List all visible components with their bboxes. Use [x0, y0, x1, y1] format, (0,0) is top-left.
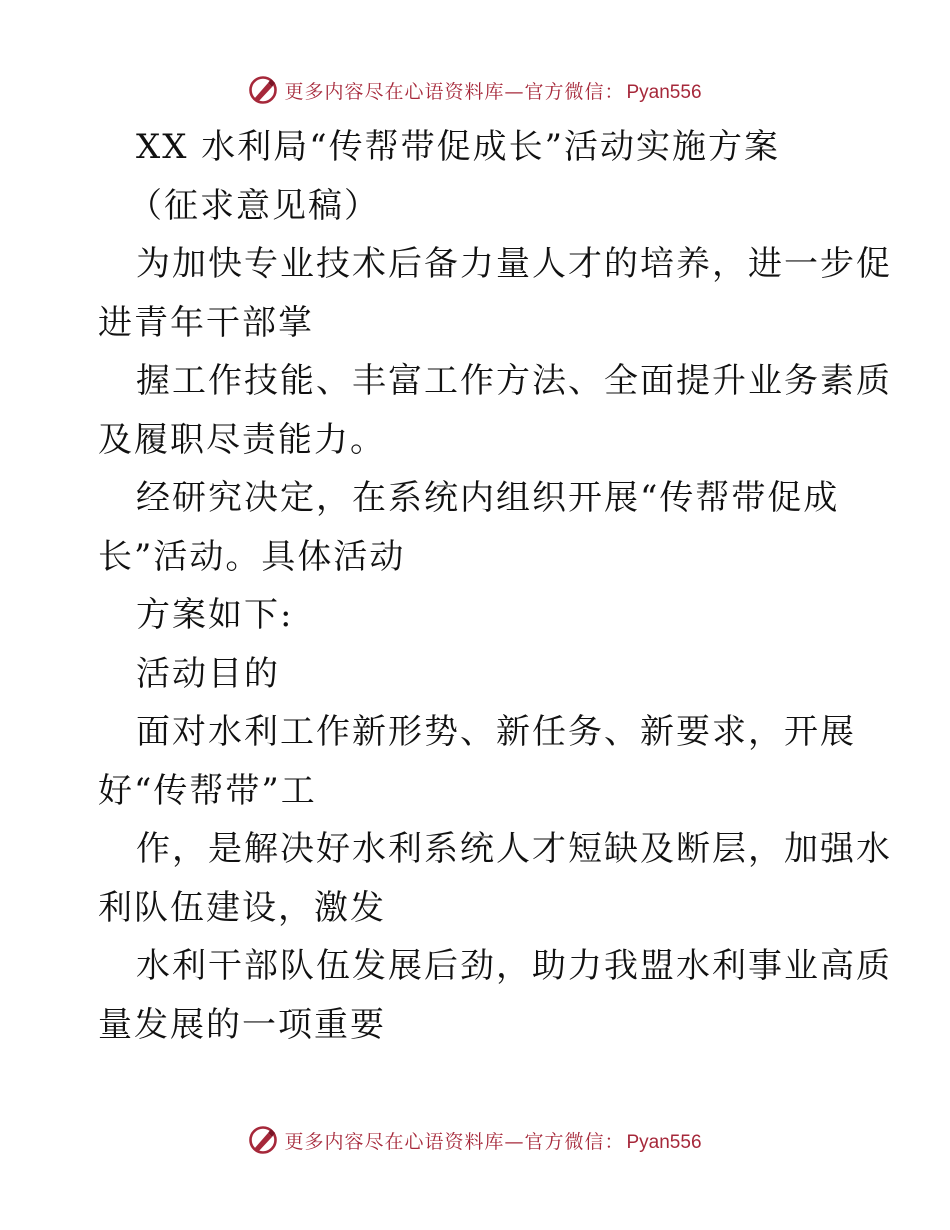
footer-watermark	[0, 1120, 950, 1160]
paragraph-line: 量发展的一项重要	[98, 1004, 386, 1045]
paragraph-line: 为加快专业技术后备力量人才的培养，进一步促	[136, 244, 892, 284]
paragraph-line: 好“传帮带”工	[98, 770, 317, 811]
paragraph-line: 利队伍建设，激发	[98, 887, 386, 928]
pen-logo-icon	[248, 1125, 278, 1155]
paragraph-line: 面对水利工作新形势、新任务、新要求，开展	[136, 712, 856, 752]
paragraph-line: 及履职尽责能力。	[98, 419, 386, 460]
document-title: XX 水利局“传帮带促成长”活动实施方案	[136, 127, 780, 167]
paragraph-line: 作，是解决好水利系统人才短缺及断层，加强水	[136, 829, 892, 869]
watermark-text: 更多内容尽在心语资料库—官方微信： Pyan556	[284, 80, 702, 103]
document-body	[98, 118, 892, 1054]
paragraph-line: 经研究决定，在系统内组织开展“传帮带促成	[136, 478, 840, 518]
paragraph-line: 进青年干部掌	[98, 302, 314, 343]
paragraph-line: 水利干部队伍发展后劲，助力我盟水利事业高质	[136, 946, 892, 986]
paragraph-line: 握工作技能、丰富工作方法、全面提升业务素质	[136, 361, 892, 401]
paragraph-line: 长”活动。具体活动	[98, 536, 406, 577]
header-watermark	[0, 70, 950, 110]
section-heading: 活动目的	[136, 653, 280, 694]
watermark-text: 更多内容尽在心语资料库—官方微信： Pyan556	[284, 1130, 702, 1153]
paragraph-line: 方案如下:	[136, 595, 294, 635]
document-subtitle: （征求意见稿）	[128, 185, 380, 226]
pen-logo-icon	[248, 75, 278, 105]
